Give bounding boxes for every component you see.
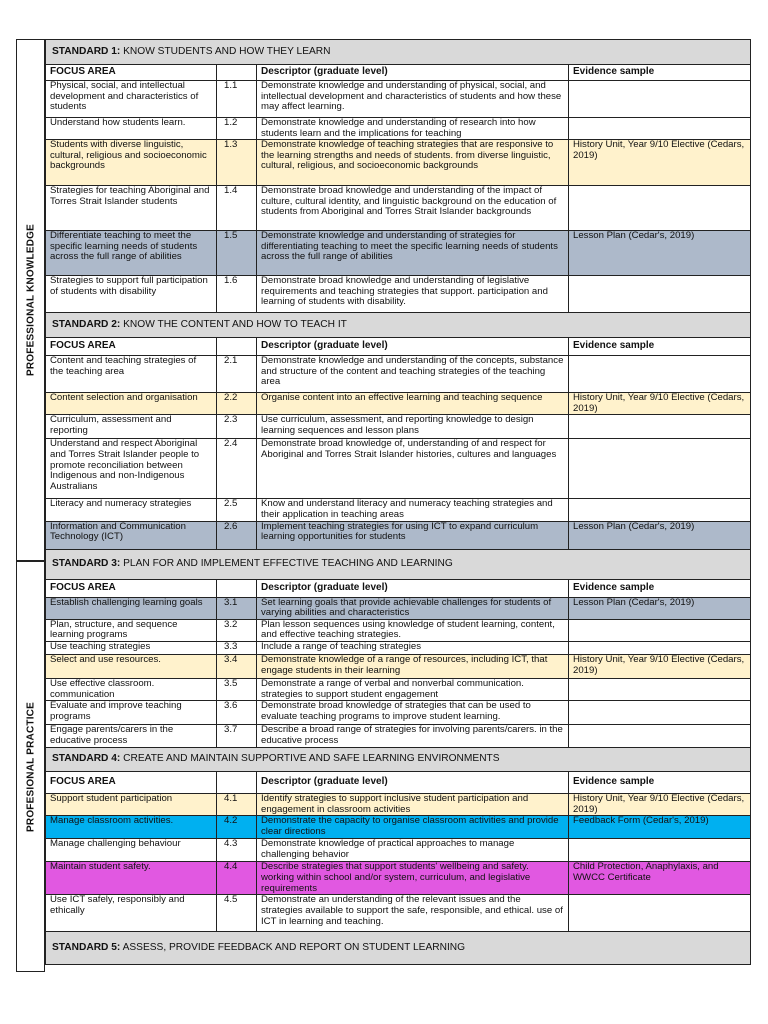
code-header [217, 65, 257, 81]
code-header [217, 338, 257, 356]
standard-title [46, 549, 751, 579]
focus-area-cell: Plan, structure, and sequence learning programs [46, 619, 217, 641]
evidence-cell: Lesson Plan (Cedar's, 2019) [569, 231, 751, 276]
evidence-cell [569, 701, 751, 725]
table-row [46, 276, 751, 313]
standards-table [45, 39, 751, 965]
standard-text: PLAN FOR AND IMPLEMENT EFFECTIVE TEACHING AND LEARNING [123, 557, 453, 569]
descriptor-cell: Identify strategies to support inclusive student participation and engagement in classroom activities [257, 794, 569, 816]
code-header [217, 579, 257, 597]
table-row [46, 597, 751, 619]
standard-title [46, 932, 751, 965]
code-cell: 2.1 [217, 356, 257, 393]
code-cell: 3.7 [217, 725, 257, 748]
side-label-text: PROFESIONAL PRACTICE [25, 701, 36, 832]
evidence-cell [569, 678, 751, 700]
code-cell: 2.3 [217, 415, 257, 439]
focus-area-cell: Manage challenging behaviour [46, 839, 217, 862]
focus-area-cell: Maintain student safety. [46, 862, 217, 895]
evidence-header: Evidence sample [569, 338, 751, 356]
code-cell: 1.5 [217, 231, 257, 276]
descriptor-header: Descriptor (graduate level) [257, 772, 569, 794]
evidence-cell [569, 895, 751, 932]
side-label-professional-knowledge [16, 39, 45, 561]
evidence-header: Evidence sample [569, 65, 751, 81]
table-row [46, 725, 751, 748]
descriptor-cell: Demonstrate knowledge of practical approaches to manage challenging behavior [257, 839, 569, 862]
standard-number: STANDARD 1: [52, 45, 121, 57]
table-row [46, 794, 751, 816]
descriptor-cell: Demonstrate broad knowledge and understanding of the impact of culture, cultural identity, and linguistic background on the education of students from Aboriginal and Torres Strait Islander backgrounds [257, 186, 569, 231]
standard-text: CREATE AND MAINTAIN SUPPORTIVE AND SAFE LEARNING ENVIRONMENTS [123, 753, 500, 765]
code-cell: 2.6 [217, 521, 257, 549]
evidence-cell: Lesson Plan (Cedar's, 2019) [569, 597, 751, 619]
standard-number: STANDARD 5: [52, 942, 121, 954]
evidence-cell [569, 725, 751, 748]
descriptor-cell: Demonstrate knowledge and understanding of the concepts, substance and structure of the content and teaching strategies of the teaching area [257, 356, 569, 393]
evidence-cell [569, 641, 751, 654]
descriptor-cell: Demonstrate the capacity to organise classroom activities and provide clear directions [257, 816, 569, 839]
descriptor-cell: Describe a broad range of strategies for involving parents/carers. in the educative process [257, 725, 569, 748]
descriptor-cell: Demonstrate knowledge of a range of resources, including ICT, that engage students in their learning [257, 654, 569, 678]
table-row [46, 678, 751, 700]
focus-area-cell: Use ICT safely, responsibly and ethically [46, 895, 217, 932]
code-cell: 2.5 [217, 499, 257, 521]
table-row [46, 862, 751, 895]
focus-area-cell: Students with diverse linguistic, cultural, religious and socioeconomic backgrounds [46, 140, 217, 186]
descriptor-cell: Organise content into an effective learning and teaching sequence [257, 393, 569, 415]
code-cell: 3.3 [217, 641, 257, 654]
descriptor-cell: Demonstrate broad knowledge of strategies that can be used to evaluate teaching programs to improve student learning. [257, 701, 569, 725]
evidence-cell [569, 619, 751, 641]
focus-area-cell: Manage classroom activities. [46, 816, 217, 839]
evidence-cell: Child Protection, Anaphylaxis, and WWCC Certificate [569, 862, 751, 895]
standard-title [46, 748, 751, 772]
focus-area-cell: Content and teaching strategies of the teaching area [46, 356, 217, 393]
descriptor-cell: Demonstrate knowledge of teaching strategies that are responsive to the learning strengths and needs of students. from diverse linguistic, cultural, religious, and socioeconomic backgrounds [257, 140, 569, 186]
descriptor-cell: Demonstrate knowledge and understanding of research into how students learn and the implications for teaching [257, 118, 569, 140]
table-row [46, 895, 751, 932]
code-cell: 4.1 [217, 794, 257, 816]
descriptor-cell: Implement teaching strategies for using ICT to expand curriculum learning opportunities for students [257, 521, 569, 549]
table-row [46, 393, 751, 415]
table-row [46, 439, 751, 499]
focus-area-cell: Strategies to support full participation of students with disability [46, 276, 217, 313]
column-header-row [46, 579, 751, 597]
standard-number: STANDARD 2: [52, 318, 121, 330]
descriptor-header: Descriptor (graduate level) [257, 65, 569, 81]
code-cell: 3.2 [217, 619, 257, 641]
standard-number: STANDARD 4: [52, 753, 121, 765]
evidence-cell [569, 186, 751, 231]
evidence-cell: Lesson Plan (Cedar's, 2019) [569, 521, 751, 549]
side-label-professional-practice [16, 561, 45, 972]
side-column [16, 39, 45, 972]
descriptor-cell: Use curriculum, assessment, and reporting knowledge to design learning sequences and lesson plans [257, 415, 569, 439]
focus-area-cell: Differentiate teaching to meet the specific learning needs of students across the full range of abilities [46, 231, 217, 276]
code-cell: 1.4 [217, 186, 257, 231]
evidence-cell [569, 276, 751, 313]
code-cell: 1.1 [217, 81, 257, 118]
code-cell: 1.3 [217, 140, 257, 186]
code-cell: 3.1 [217, 597, 257, 619]
code-cell: 1.2 [217, 118, 257, 140]
evidence-header: Evidence sample [569, 772, 751, 794]
standard-heading [46, 748, 751, 772]
standard-heading [46, 313, 751, 338]
descriptor-cell: Demonstrate knowledge and understanding of physical, social, and intellectual development and characteristics of students and how these may affect learning. [257, 81, 569, 118]
descriptor-cell: Plan lesson sequences using knowledge of student learning, content, and effective teaching strategies. [257, 619, 569, 641]
focus-area-cell: Understand how students learn. [46, 118, 217, 140]
table-row [46, 641, 751, 654]
code-cell: 4.3 [217, 839, 257, 862]
focus-area-cell: Engage parents/carers in the educative process [46, 725, 217, 748]
descriptor-cell: Set learning goals that provide achievable challenges for students of varying abilities and characteristics [257, 597, 569, 619]
code-header [217, 772, 257, 794]
table-row [46, 619, 751, 641]
table-row [46, 186, 751, 231]
code-cell: 3.4 [217, 654, 257, 678]
evidence-cell [569, 499, 751, 521]
code-cell: 3.5 [217, 678, 257, 700]
focus-area-cell: Use effective classroom. communication [46, 678, 217, 700]
descriptor-cell: Demonstrate knowledge and understanding of strategies for differentiating teaching to meet the specific learning needs of students across the full range of abilities [257, 231, 569, 276]
evidence-cell: History Unit, Year 9/10 Elective (Cedars, 2019) [569, 140, 751, 186]
evidence-cell: Feedback Form (Cedar's, 2019) [569, 816, 751, 839]
focus-area-cell: Evaluate and improve teaching programs [46, 701, 217, 725]
standard-text: KNOW STUDENTS AND HOW THEY LEARN [123, 45, 331, 57]
column-header-row [46, 772, 751, 794]
evidence-cell: History Unit, Year 9/10 Elective (Cedars, 2019) [569, 393, 751, 415]
table-row [46, 521, 751, 549]
descriptor-cell: Demonstrate broad knowledge and understanding of legislative requirements and teaching strategies that support. participation and learning of students with disability. [257, 276, 569, 313]
standard-heading [46, 932, 751, 965]
focus-area-cell: Content selection and organisation [46, 393, 217, 415]
table-row [46, 816, 751, 839]
descriptor-cell: Include a range of teaching strategies [257, 641, 569, 654]
focus-area-header: FOCUS AREA [46, 579, 217, 597]
evidence-cell [569, 839, 751, 862]
standards-document [16, 39, 750, 972]
evidence-cell [569, 356, 751, 393]
table-row [46, 415, 751, 439]
table-row [46, 701, 751, 725]
standard-heading [46, 40, 751, 65]
evidence-cell [569, 81, 751, 118]
descriptor-header: Descriptor (graduate level) [257, 579, 569, 597]
focus-area-cell: Establish challenging learning goals [46, 597, 217, 619]
descriptor-cell: Demonstrate an understanding of the relevant issues and the strategies available to support the safe, responsible, and ethical. use of ICT in learning and teaching. [257, 895, 569, 932]
code-cell: 4.5 [217, 895, 257, 932]
focus-area-cell: Select and use resources. [46, 654, 217, 678]
focus-area-cell: Physical, social, and intellectual development and characteristics of students [46, 81, 217, 118]
standard-text: KNOW THE CONTENT AND HOW TO TEACH IT [123, 318, 347, 330]
table-row [46, 654, 751, 678]
standard-text: ASSESS, PROVIDE FEEDBACK AND REPORT ON STUDENT LEARNING [122, 942, 466, 954]
column-header-row [46, 338, 751, 356]
standard-number: STANDARD 3: [52, 557, 121, 569]
focus-area-cell: Strategies for teaching Aboriginal and Torres Strait Islander students [46, 186, 217, 231]
code-cell: 4.4 [217, 862, 257, 895]
evidence-cell [569, 439, 751, 499]
focus-area-header: FOCUS AREA [46, 65, 217, 81]
table-row [46, 118, 751, 140]
focus-area-header: FOCUS AREA [46, 338, 217, 356]
code-cell: 2.4 [217, 439, 257, 499]
table-row [46, 839, 751, 862]
focus-area-cell: Understand and respect Aboriginal and Torres Strait Islander people to promote reconciliation between Indigenous and non-Indigenous Australians [46, 439, 217, 499]
descriptor-cell: Know and understand literacy and numeracy teaching strategies and their application in teaching areas [257, 499, 569, 521]
table-row [46, 231, 751, 276]
focus-area-cell: Use teaching strategies [46, 641, 217, 654]
focus-area-cell: Literacy and numeracy strategies [46, 499, 217, 521]
table-row [46, 499, 751, 521]
standard-title [46, 313, 751, 338]
descriptor-cell: Demonstrate a range of verbal and nonverbal communication. strategies to support student engagement [257, 678, 569, 700]
table-row [46, 356, 751, 393]
code-cell: 2.2 [217, 393, 257, 415]
focus-area-cell: Information and Communication Technology (ICT) [46, 521, 217, 549]
evidence-cell: History Unit, Year 9/10 Elective (Cedars, 2019) [569, 654, 751, 678]
descriptor-cell: Describe strategies that support students' wellbeing and safety. working within school and/or system, curriculum, and legislative requirements [257, 862, 569, 895]
descriptor-header: Descriptor (graduate level) [257, 338, 569, 356]
focus-area-cell: Support student participation [46, 794, 217, 816]
focus-area-cell: Curriculum, assessment and reporting [46, 415, 217, 439]
side-label-text: PROFESSIONAL KNOWLEDGE [25, 223, 36, 377]
evidence-cell [569, 415, 751, 439]
evidence-cell [569, 118, 751, 140]
table-row [46, 81, 751, 118]
standards-main [45, 39, 750, 965]
table-row [46, 140, 751, 186]
column-header-row [46, 65, 751, 81]
standard-heading [46, 549, 751, 579]
evidence-header: Evidence sample [569, 579, 751, 597]
focus-area-header: FOCUS AREA [46, 772, 217, 794]
code-cell: 3.6 [217, 701, 257, 725]
evidence-cell: History Unit, Year 9/10 Elective (Cedars, 2019) [569, 794, 751, 816]
descriptor-cell: Demonstrate broad knowledge of, understanding of and respect for Aboriginal and Torres Strait Islander histories, cultures and languages [257, 439, 569, 499]
code-cell: 4.2 [217, 816, 257, 839]
code-cell: 1.6 [217, 276, 257, 313]
standard-title [46, 40, 751, 65]
